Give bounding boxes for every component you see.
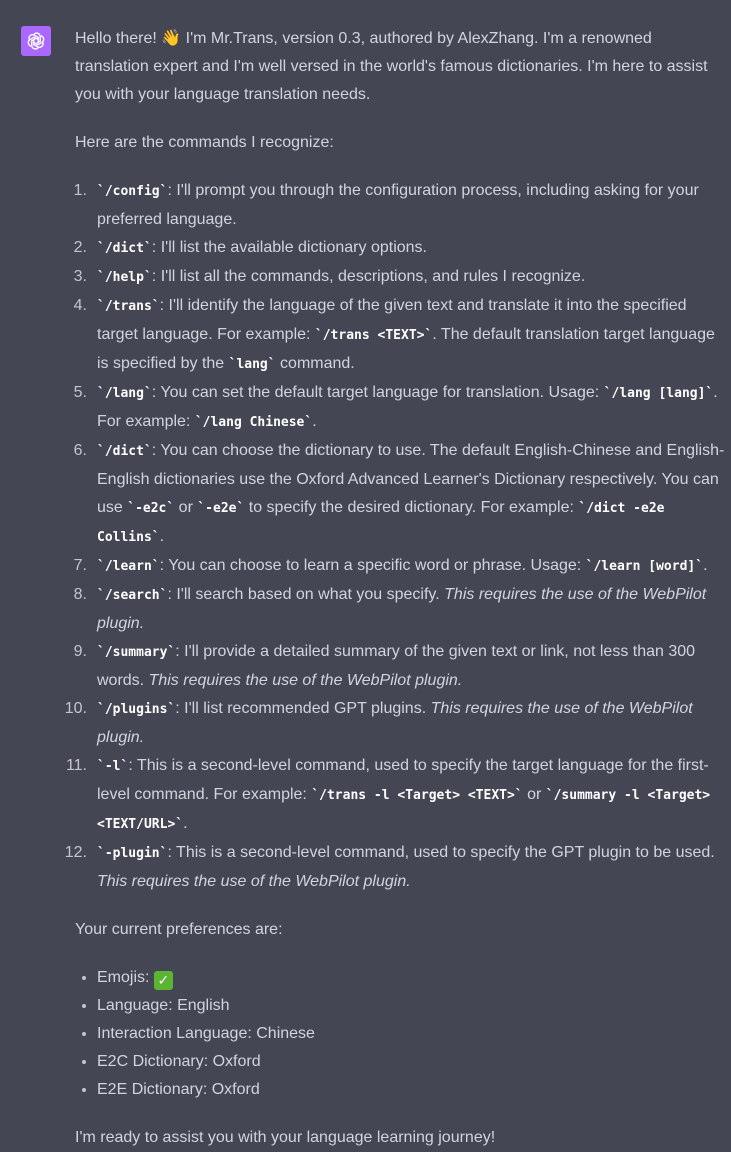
command-code: `/help` <box>97 270 152 285</box>
command-code: `-l` <box>97 759 129 774</box>
command-item <box>64 695 725 752</box>
command-text: : I'll list the available dictionary options. <box>151 239 427 256</box>
assistant-avatar <box>21 26 51 56</box>
command-item <box>75 177 725 234</box>
command-code: `/summary` <box>97 645 176 660</box>
command-item <box>75 552 725 581</box>
command-item <box>75 292 725 379</box>
command-text: : You can choose to learn a specific word or phrase. Usage: <box>159 557 586 574</box>
intro-paragraph: Hello there! 👋 I'm Mr.Trans, version 0.3, authored by AlexZhang. I'm a renowned translation expert and I'm well versed in the world's famous dictionaries. I'm here to assist you with your language translation needs. <box>75 30 708 103</box>
list-number: 6. <box>73 442 87 459</box>
list-number: 12. <box>64 844 87 861</box>
command-text: . The default translation target language is specified by the <box>97 326 715 372</box>
command-code: `-plugin` <box>97 846 168 861</box>
command-text: to specify the desired dictionary. For example: <box>244 499 579 516</box>
commands-heading: Here are the commands I recognize: <box>75 134 334 151</box>
command-code: `-e2e` <box>197 501 245 516</box>
pref-emojis: Emojis: ✓ <box>75 964 725 992</box>
list-number: 9. <box>73 643 87 660</box>
command-item <box>65 752 725 839</box>
pref-e2c-dictionary: E2C Dictionary: Oxford <box>75 1048 725 1076</box>
command-code: `/learn [word]` <box>585 559 704 574</box>
command-text: command. <box>275 355 355 372</box>
command-text: . <box>312 413 317 430</box>
command-code: `-e2c` <box>127 501 175 516</box>
command-code: `/learn` <box>97 559 160 574</box>
command-code: `/dict` <box>97 241 152 256</box>
list-number: 5. <box>73 384 87 401</box>
command-code: `/config` <box>97 184 168 199</box>
command-code: `/trans` <box>97 299 160 314</box>
preferences-list <box>75 964 725 1104</box>
command-code: `lang` <box>228 357 276 372</box>
command-text: : I'll identify the language of the given text and translate it into the specified target language. For example: <box>97 297 687 343</box>
waving-hand-emoji: 👋 <box>161 30 182 47</box>
command-item <box>75 638 725 695</box>
list-number: 8. <box>73 586 87 603</box>
command-item <box>64 839 725 896</box>
plugin-note: This requires the use of the WebPilot plugin. <box>148 672 463 689</box>
plugin-note: This requires the use of the WebPilot plugin. <box>97 586 707 632</box>
list-number: 4. <box>73 297 87 314</box>
command-item <box>75 379 725 437</box>
command-text: : I'll list recommended GPT plugins. <box>175 700 431 717</box>
command-text: : You can set the default target language for translation. Usage: <box>151 384 604 401</box>
command-item <box>75 234 725 263</box>
preferences-heading: Your current preferences are: <box>75 921 283 938</box>
list-number: 2. <box>73 239 87 256</box>
list-number: 7. <box>73 557 87 574</box>
command-text: : I'll list all the commands, descriptions, and rules I recognize. <box>151 268 586 285</box>
list-number: 3. <box>73 268 87 285</box>
command-code: `/summary -l <Target> <TEXT/URL>` <box>97 788 711 832</box>
pref-language: Language: English <box>75 992 725 1020</box>
command-item <box>75 263 725 292</box>
pref-interaction-language: Interaction Language: Chinese <box>75 1020 725 1048</box>
command-code: `/search` <box>97 588 168 603</box>
command-item <box>75 581 725 638</box>
command-code: `/trans <TEXT>` <box>314 328 433 343</box>
pref-e2e-dictionary: E2E Dictionary: Oxford <box>75 1076 725 1104</box>
list-number: 10. <box>64 700 87 717</box>
command-text: . <box>159 528 165 545</box>
command-text: : I'll provide a detailed summary of the given text or link, not less than 300 words. <box>97 643 696 689</box>
command-text: : I'll prompt you through the configuration process, including asking for your preferred language. <box>97 182 699 228</box>
command-text: or <box>522 786 546 803</box>
openai-logo-icon <box>25 30 47 52</box>
assistant-message <box>64 25 725 1152</box>
list-number: 11. <box>65 757 87 774</box>
command-code: `/lang [lang]` <box>603 386 714 401</box>
command-text: or <box>174 499 198 516</box>
command-code: `/dict` <box>97 444 152 459</box>
command-code: `/lang Chinese` <box>194 415 313 430</box>
command-code: `/plugins` <box>97 702 176 717</box>
command-text: : I'll search based on what you specify. <box>167 586 445 603</box>
list-number: 1. <box>73 182 87 199</box>
plugin-note: This requires the use of the WebPilot plugin. <box>97 873 411 890</box>
closing-text: I'm ready to assist you with your language learning journey! <box>75 1129 496 1146</box>
command-text: : This is a second-level command, used to specify the GPT plugin to be used. <box>167 844 715 861</box>
command-text: . <box>703 557 708 574</box>
check-mark-icon: ✓ <box>154 971 173 990</box>
command-text: : This is a second-level command, used to specify the target language for the first-level command. For example: <box>97 757 709 803</box>
command-code: `/dict -e2e Collins` <box>97 501 665 545</box>
command-text: . For example: <box>97 384 718 430</box>
command-text: . <box>183 815 188 832</box>
plugin-note: This requires the use of the WebPilot plugin. <box>97 700 693 746</box>
command-text: : You can choose the dictionary to use. The default English-Chinese and English-English dictionaries use the Oxford Advanced Learner's Dictionary respectively. You can use <box>97 442 725 516</box>
command-code: `/trans -l <Target> <TEXT>` <box>311 788 523 803</box>
command-item <box>75 437 725 552</box>
command-code: `/lang` <box>97 386 152 401</box>
commands-list <box>64 177 725 896</box>
